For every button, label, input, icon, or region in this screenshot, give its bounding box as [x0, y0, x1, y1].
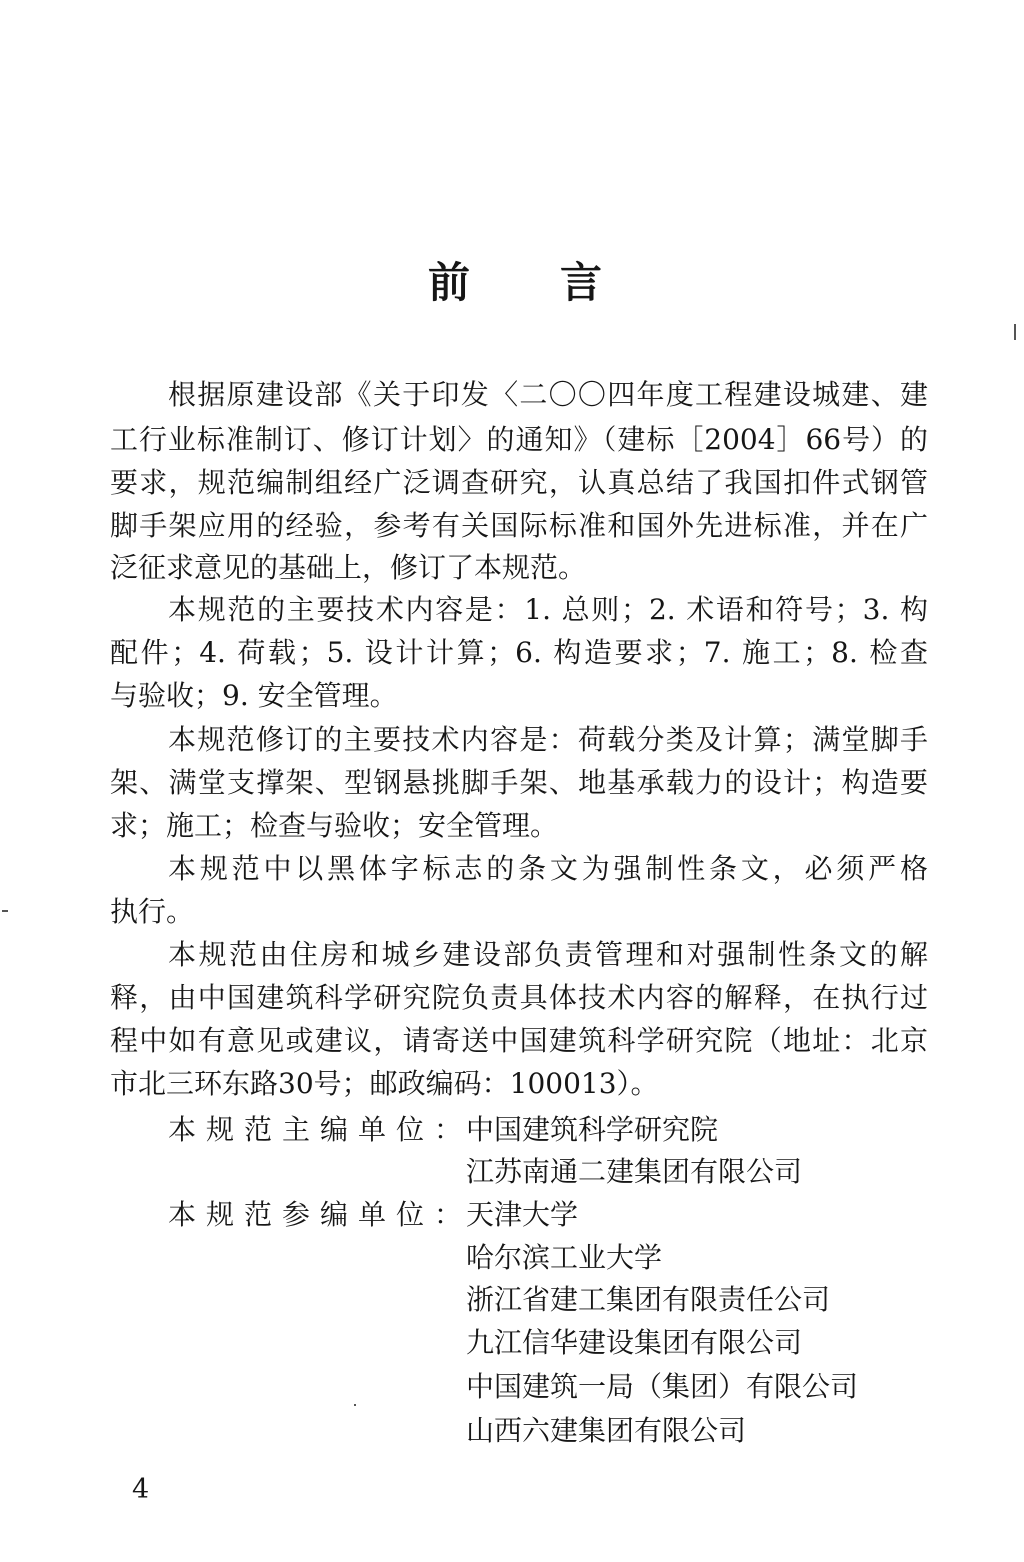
paragraph-1-line-3: 要求，规范编制组经广泛调查研究，认真总结了我国扣件式钢管: [110, 466, 928, 499]
paragraph-5-line-1: 本规范由住房和城乡建设部负责管理和对强制性条文的解: [168, 938, 928, 971]
paragraph-3-line-1: 本规范修订的主要技术内容是：荷载分类及计算；满堂脚手: [168, 723, 928, 756]
participant-unit: 九江信华建设集团有限公司: [466, 1326, 803, 1359]
paragraph-2-line-2: 配件；4. 荷载；5. 设计计算；6. 构造要求；7. 施工；8. 检查: [110, 636, 928, 669]
participant-unit: 中国建筑一局（集团）有限公司: [466, 1370, 859, 1403]
paragraph-1-line-4: 脚手架应用的经验，参考有关国际标准和国外先进标准，并在广: [110, 509, 928, 542]
paragraph-5-line-4: 市北三环东路30号；邮政编码：100013）。: [110, 1067, 659, 1100]
chief-editor-unit: 江苏南通二建集团有限公司: [466, 1155, 803, 1188]
scan-mark: [354, 1404, 356, 1406]
chief-editor-unit: 中国建筑科学研究院: [466, 1113, 719, 1146]
paragraph-4-line-1: 本规范中以黑体字标志的条文为强制性条文，必须严格: [168, 852, 928, 885]
participant-unit: 山西六建集团有限公司: [466, 1414, 747, 1447]
paragraph-4-line-2: 执行。: [110, 895, 195, 928]
participant-unit: 哈尔滨工业大学: [466, 1241, 663, 1274]
paragraph-5-line-3: 程中如有意见或建议，请寄送中国建筑科学研究院（地址：北京: [110, 1024, 928, 1057]
page-title: 前 言: [428, 258, 627, 307]
paragraph-2-line-1: 本规范的主要技术内容是：1. 总则；2. 术语和符号；3. 构: [168, 593, 928, 626]
paragraph-3-line-2: 架、满堂支撑架、型钢悬挑脚手架、地基承载力的设计；构造要: [110, 766, 928, 799]
participant-label: 本规范参编单位：: [168, 1198, 462, 1231]
chief-editor-label: 本规范主编单位：: [168, 1113, 462, 1146]
paragraph-1-line-2: 工行业标准制订、修订计划〉的通知》（建标［2004］66号）的: [110, 423, 928, 456]
paragraph-1-line-1: 根据原建设部《关于印发〈二〇〇四年度工程建设城建、建: [168, 378, 928, 411]
scan-mark: [1014, 324, 1016, 340]
paragraph-5-line-2: 释，由中国建筑科学研究院负责具体技术内容的解释，在执行过: [110, 981, 928, 1014]
participant-unit: 浙江省建工集团有限责任公司: [466, 1283, 831, 1316]
paragraph-2-line-3: 与验收；9. 安全管理。: [110, 679, 398, 712]
scan-mark: [2, 910, 8, 912]
paragraph-1-line-5: 泛征求意见的基础上，修订了本规范。: [110, 551, 587, 584]
participant-unit: 天津大学: [466, 1198, 579, 1231]
paragraph-3-line-3: 求；施工；检查与验收；安全管理。: [110, 809, 559, 842]
page-number: 4: [132, 1474, 150, 1505]
